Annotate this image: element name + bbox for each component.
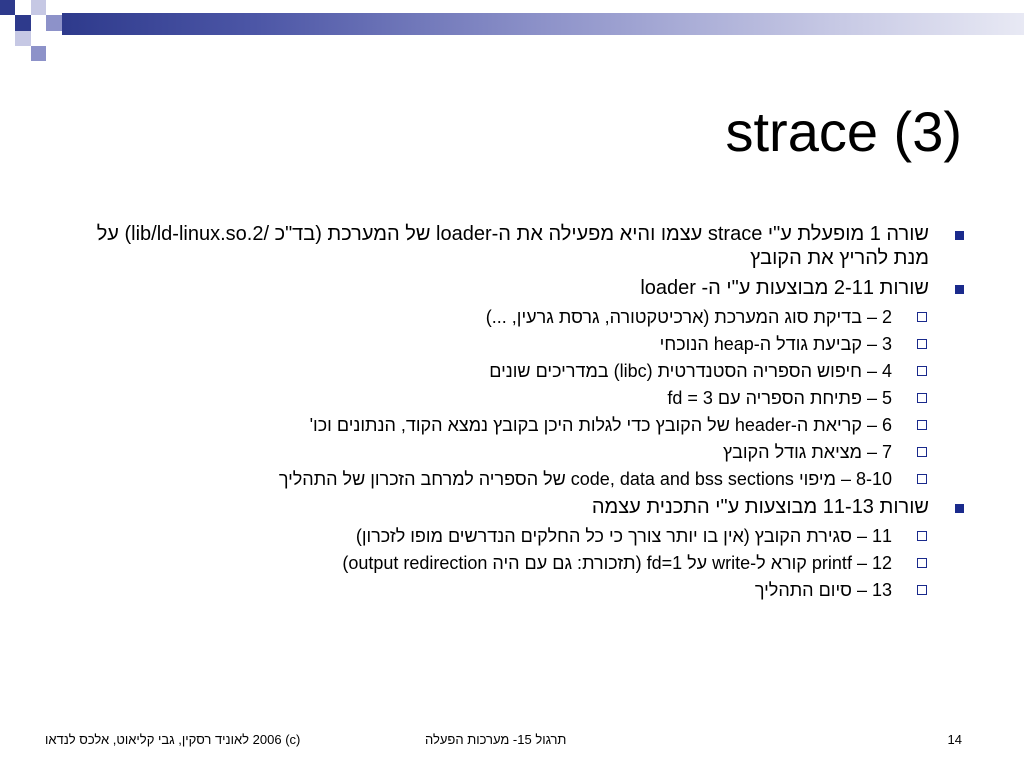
sub-bullet-item xyxy=(60,360,927,382)
deco-square xyxy=(31,46,46,61)
sub-bullet-item xyxy=(60,468,927,490)
sub-bullet-text: 12 – printf קורא ל-write על fd=1 (תזכורת: גם עם היה output redirection) xyxy=(342,553,892,573)
deco-square xyxy=(31,31,46,46)
sub-bullet-text: 4 – חיפוש הספריה הסטנדרטית (libc) במדריכים שונים xyxy=(489,361,892,381)
hollow-square-bullet-icon xyxy=(917,558,927,568)
deco-square xyxy=(46,15,62,31)
sub-bullet-item xyxy=(60,414,927,436)
sub-bullet-item xyxy=(60,333,927,355)
deco-square xyxy=(0,31,15,46)
sub-bullet-item xyxy=(60,387,927,409)
deco-square xyxy=(15,15,31,31)
deco-square xyxy=(46,0,62,15)
bullet-item xyxy=(60,222,964,270)
footer-copyright: (c) 2006 לאוניד רסקין, גבי קליאוט, אלכס לנדאו xyxy=(45,732,301,747)
deco-square xyxy=(0,15,15,31)
deco-square xyxy=(15,31,31,46)
square-bullet-icon xyxy=(955,504,964,513)
sub-bullet-text: 6 – קריאת ה-header של הקובץ כדי לגלות היכן בקובץ נמצא הקוד, הנתונים וכו' xyxy=(309,415,892,435)
hollow-square-bullet-icon xyxy=(917,420,927,430)
bullet-text: שורות 11-13 מבוצעות ע"י התכנית עצמה xyxy=(591,496,929,518)
footer-course: תרגול 15- מערכות הפעלה xyxy=(425,732,567,747)
hollow-square-bullet-icon xyxy=(917,531,927,541)
hollow-square-bullet-icon xyxy=(917,366,927,376)
square-bullet-icon xyxy=(955,285,964,294)
square-bullet-icon xyxy=(955,231,964,240)
sub-bullet-text: 3 – קביעת גודל ה-heap הנוכחי xyxy=(659,334,892,354)
deco-square xyxy=(31,0,46,15)
sub-bullet-text: 8-10 – מיפוי code, data and bss sections של הספריה למרחב הזכרון של התהליך xyxy=(278,469,892,489)
bullet-text: שורה 1 מופעלת ע"י strace עצמו והיא מפעילה את ה-loader של המערכת (בד"כ /lib/ld-linux.so.2) על מנת להריץ את הקובץ xyxy=(96,223,929,269)
deco-square xyxy=(0,0,15,15)
slide-title: strace (3) xyxy=(725,100,962,163)
hollow-square-bullet-icon xyxy=(917,474,927,484)
sub-bullet-text: 11 – סגירת הקובץ (אין בו יותר צורך כי כל החלקים הנדרשים מופו לזכרון) xyxy=(355,526,892,546)
sub-bullet-text: 5 – פתיחת הספריה עם fd = 3 xyxy=(667,388,892,408)
bullet-text: שורות 2-11 מבוצעות ע"י ה- loader xyxy=(640,277,929,299)
deco-square xyxy=(15,0,31,15)
bullet-item xyxy=(60,495,964,519)
hollow-square-bullet-icon xyxy=(917,393,927,403)
page-number: 14 xyxy=(947,732,962,747)
sub-bullet-item xyxy=(60,441,927,463)
sub-bullet-item xyxy=(60,306,927,328)
sub-bullet-text: 2 – בדיקת סוג המערכת (ארכיטקטורה, גרסת גרעין, ...) xyxy=(485,307,892,327)
hollow-square-bullet-icon xyxy=(917,447,927,457)
hollow-square-bullet-icon xyxy=(917,339,927,349)
sub-bullet-item xyxy=(60,525,927,547)
bullet-item xyxy=(60,276,964,300)
hollow-square-bullet-icon xyxy=(917,312,927,322)
sub-bullet-text: 13 – סיום התהליך xyxy=(754,580,892,600)
hollow-square-bullet-icon xyxy=(917,585,927,595)
sub-bullet-item xyxy=(60,579,927,601)
header-decoration xyxy=(0,0,1024,64)
sub-bullet-text: 7 – מציאת גודל הקובץ xyxy=(723,442,892,462)
deco-square xyxy=(31,15,46,31)
sub-bullet-item xyxy=(60,552,927,574)
slide-body xyxy=(60,222,964,606)
header-gradient-bar xyxy=(62,13,1024,35)
